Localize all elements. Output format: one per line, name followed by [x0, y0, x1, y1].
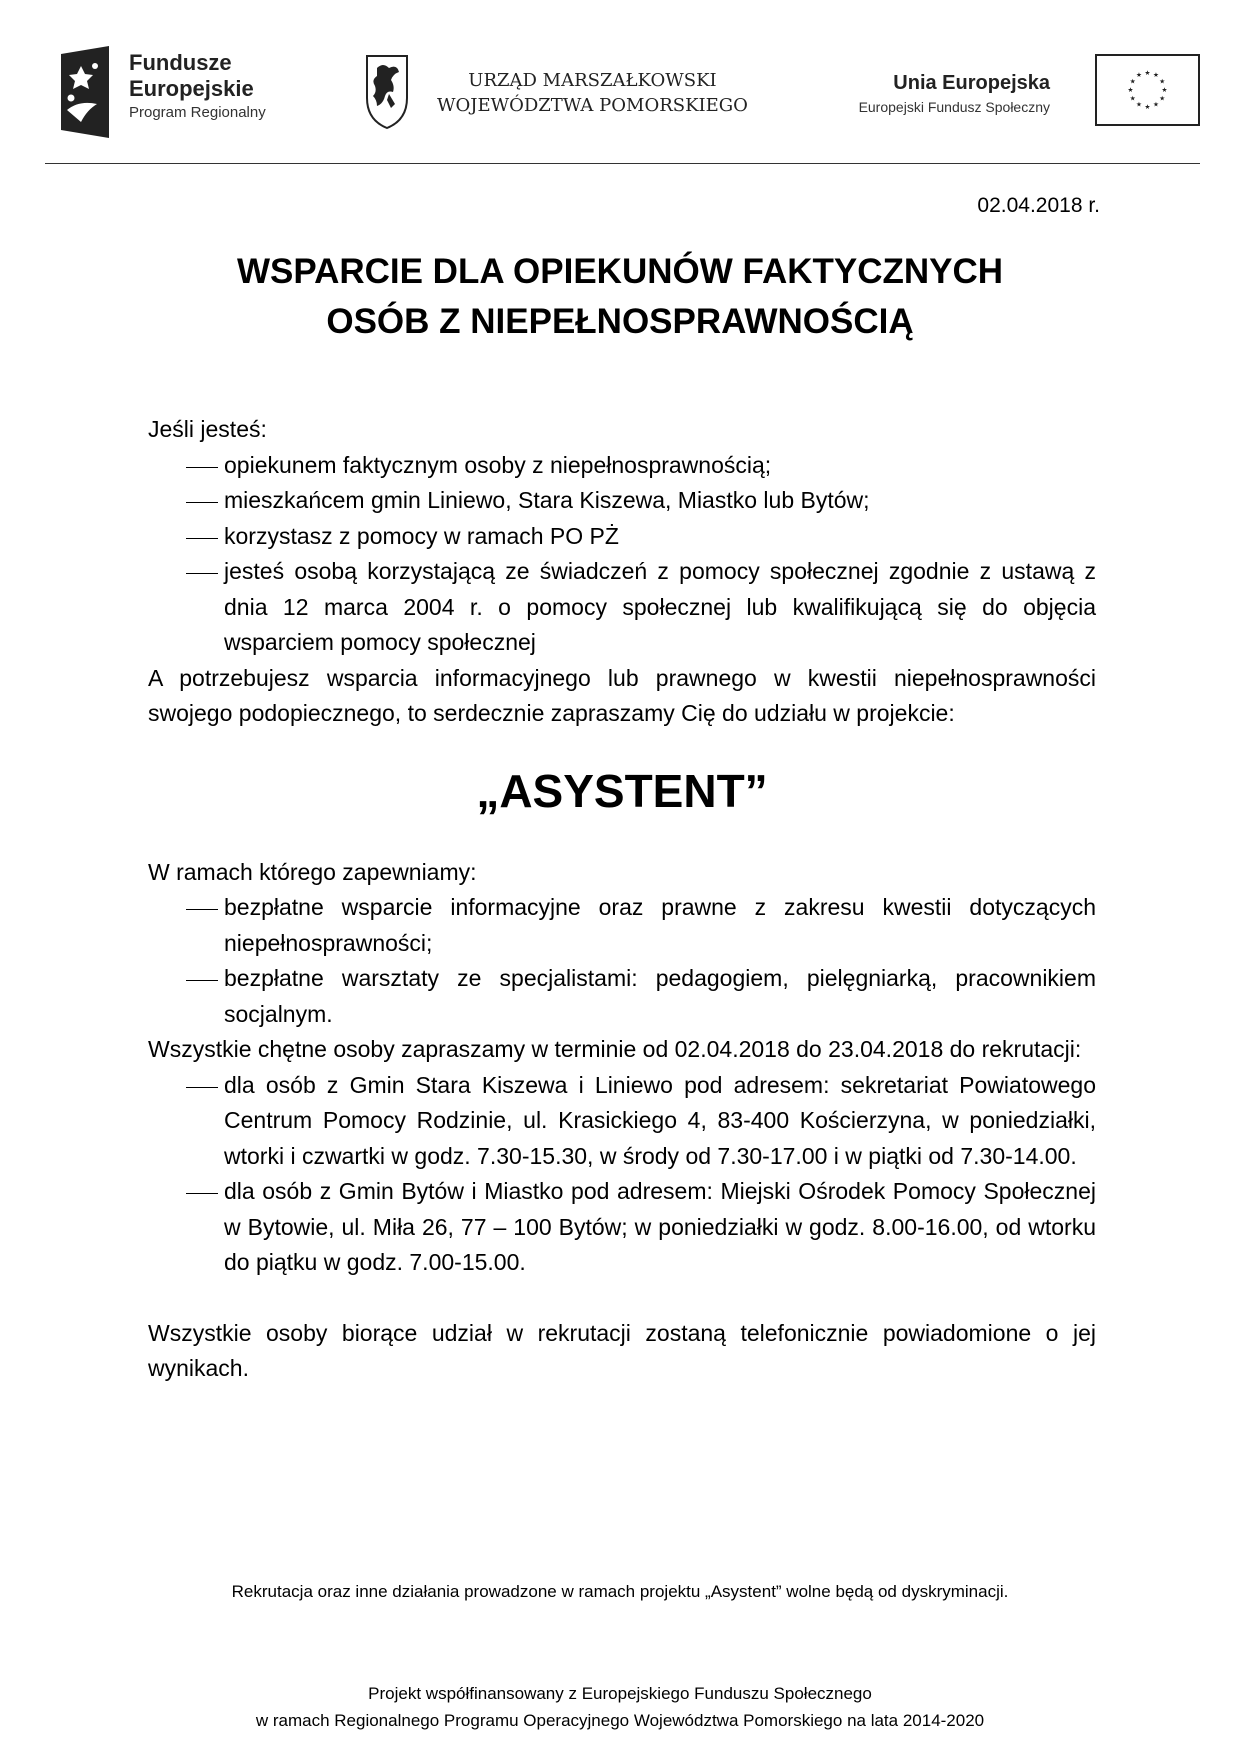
- um-logo-line-1: URZĄD MARSZAŁKOWSKI: [468, 70, 717, 91]
- offer-item: bezpłatne warsztaty ze specjalistami: pedagogiem, pielęgniarką, pracownikiem socjalnym.: [148, 961, 1096, 1032]
- fundusze-europejskie-logo: [57, 40, 327, 140]
- eu-logo-line-1: Unia Europejska: [893, 72, 1050, 94]
- cofinancing-line-1: Projekt współfinansowany z Europejskiego Funduszu Społecznego: [368, 1684, 872, 1703]
- location-item: dla osób z Gmin Bytów i Miastko pod adresem: Miejski Ośrodek Pomocy Społecznej w Bytowie, ul. Miła 26, 77 – 100 Bytów; w poniedziałki w godz. 8.00-16.00, od wtorku do piątku w godz. 7.00-15.00.: [148, 1174, 1096, 1281]
- pomorskie-crest-icon: [365, 54, 409, 130]
- eu-logo-line-2: Europejski Fundusz Społeczny: [858, 99, 1050, 115]
- recruitment-intro: Wszystkie chętne osoby zapraszamy w terminie od 02.04.2018 do 23.04.2018 do rekrutacji:: [148, 1036, 1082, 1062]
- title-line-1: WSPARCIE DLA OPIEKUNÓW FAKTYCZNYCH: [236, 252, 1004, 291]
- document-title: [0, 247, 1240, 347]
- fe-logo-line-2: Europejskie: [129, 76, 254, 101]
- eligibility-item: jesteś osobą korzystającą ze świadczeń z pomocy społecznej zgodnie z ustawą z dnia 12 marca 2004 r. o pomocy społecznej lub kwalifikującą się do objęcia wsparciem pomocy społecznej: [148, 554, 1096, 661]
- svg-text:★: ★: [1161, 85, 1168, 94]
- urzad-marszalkowski-logo: [365, 54, 785, 134]
- title-line-2: OSÓB Z NIEPEŁNOSPRAWNOŚCIĄ: [326, 302, 914, 341]
- svg-text:★: ★: [1127, 85, 1134, 94]
- eligibility-list: [148, 448, 1096, 661]
- eu-flag-icon: [1095, 54, 1200, 126]
- cofinancing-note: [0, 1680, 1240, 1734]
- eligibility-item: mieszkańcem gmin Liniewo, Stara Kiszewa, Miastko lub Bytów;: [148, 483, 1096, 519]
- document-date: 02.04.2018 r.: [977, 194, 1100, 217]
- fe-logo-line-1: Fundusze: [129, 50, 232, 75]
- fe-logo-icon: [57, 44, 113, 140]
- offer-intro: W ramach którego zapewniamy:: [148, 858, 477, 885]
- svg-text:★: ★: [1153, 71, 1159, 80]
- svg-text:★: ★: [1144, 102, 1151, 111]
- project-name: „ASYSTENT”: [476, 764, 768, 817]
- eligibility-item: korzystasz z pomocy w ramach PO PŻ: [148, 519, 1096, 555]
- svg-text:★: ★: [1136, 100, 1142, 109]
- spacer: [148, 1281, 1096, 1316]
- fe-logo-line-3: Program Regionalny: [129, 104, 266, 121]
- svg-text:★: ★: [1144, 68, 1151, 77]
- um-logo-text: [437, 68, 748, 118]
- fe-logo-text: [129, 50, 266, 124]
- svg-text:★: ★: [1159, 94, 1166, 103]
- svg-text:★: ★: [1129, 94, 1136, 103]
- cofinancing-line-2: w ramach Regionalnego Programu Operacyjnego Województwa Pomorskiego na lata 2014-2020: [255, 1711, 985, 1730]
- offer-list: [148, 890, 1096, 1032]
- eu-logo-text: [859, 70, 1050, 118]
- intro-text: Jeśli jesteś:: [148, 416, 267, 442]
- non-discrimination-note: Rekrutacja oraz inne działania prowadzone w ramach projektu „Asystent” wolne będą od dyskryminacji.: [231, 1582, 1009, 1601]
- svg-text:★: ★: [1136, 71, 1142, 80]
- offer-item: bezpłatne wsparcie informacyjne oraz prawne z zakresu kwestii dotyczących niepełnosprawności;: [148, 890, 1096, 961]
- document-body: [148, 412, 1096, 1387]
- notification-text: Wszystkie osoby biorące udział w rekrutacji zostaną telefonicznie powiadomione o jej wynikach.: [148, 1319, 1096, 1381]
- svg-text:★: ★: [1129, 77, 1136, 86]
- eligibility-item: opiekunem faktycznym osoby z niepełnosprawnością;: [148, 448, 1096, 484]
- header-divider: [45, 163, 1200, 164]
- logo-header: [45, 40, 1200, 140]
- unia-europejska-logo: [815, 54, 1200, 134]
- svg-text:★: ★: [1159, 77, 1166, 86]
- location-list: [148, 1068, 1096, 1281]
- invitation-text: A potrzebujesz wsparcia informacyjnego lub prawnego w kwestii niepełnosprawności swojego podopiecznego, to serdecznie zapraszamy Cię do udziału w projekcie:: [148, 664, 1096, 726]
- location-item: dla osób z Gmin Stara Kiszewa i Liniewo pod adresem: sekretariat Powiatowego Centrum Pomocy Rodzinie, ul. Krasickiego 4, 83-400 Kościerzyna, w poniedziałki, wtorki i czwartki w godz. 7.30-15.30, w środy od 7.30-17.00 i w piątki od 7.30-14.00.: [148, 1068, 1096, 1175]
- svg-text:★: ★: [1153, 100, 1159, 109]
- um-logo-line-2: WOJEWÓDZTWA POMORSKIEGO: [437, 95, 748, 116]
